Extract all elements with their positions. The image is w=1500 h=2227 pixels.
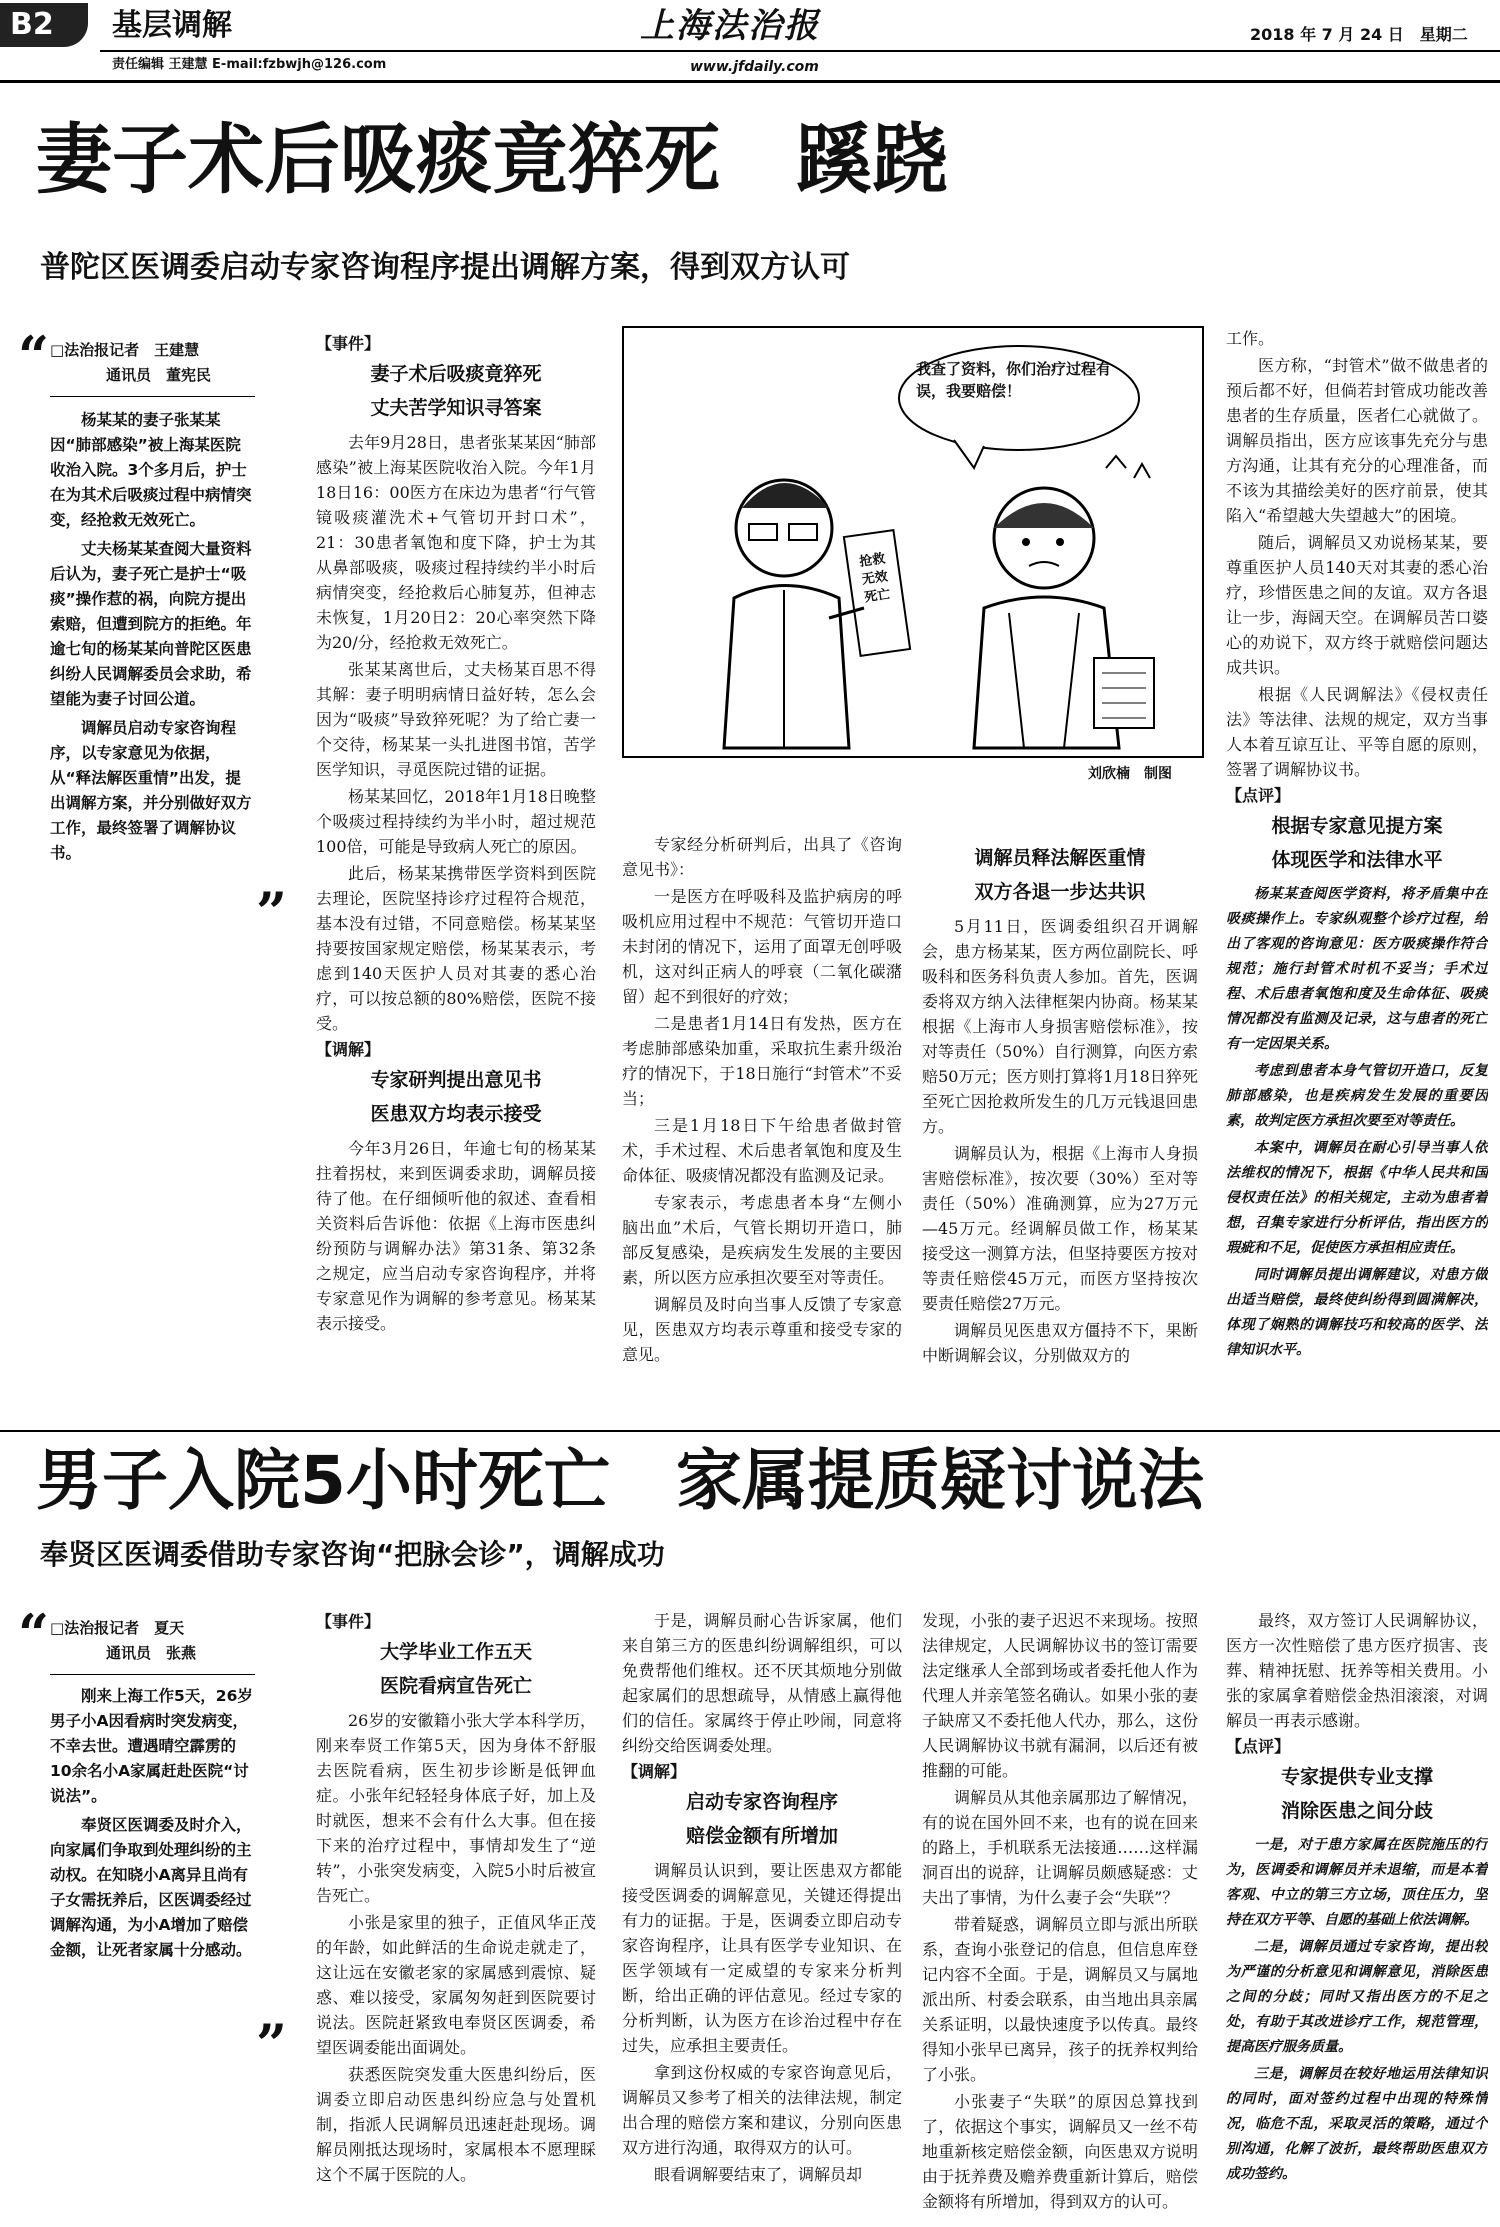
editor-info: 责任编辑 王建慧 E-mail:fzbwjh@126.com: [112, 57, 387, 72]
subhead-comment2-2: 消除医患之间分歧: [1280, 1800, 1433, 1822]
section-name: 基层调解: [112, 8, 232, 43]
close-quote-mark-2: ”: [256, 2012, 288, 2076]
tag-event-2: 【事件】: [316, 1612, 381, 1631]
masthead-rule-bottom: [0, 80, 1500, 83]
subhead-comment-1: 根据专家意见提方案: [1271, 815, 1443, 837]
subhead-mediate2-1: 启动专家咨询程序: [685, 1791, 838, 1813]
story2-column-2: 【事件】 大学毕业工作五天 医院看病宣告死亡 26岁的安徽籍小张大学本科学历，刚来奉贤工作第5天，因为身体不舒服去医院看病，医生初步诊断是低钾血症。小张年纪轻轻身体底子好，加上及时就医，想来不会有什么大事。但在接下来的治疗过程中，事情却发生了“逆转”，小张突发病变，入院5小时后被宣告死亡。 小张是家里的独子，正值风华正茂的年龄，如此鲜活的生命说走就走了，这让远在安徽老家的家属感到震惊、疑惑、难以接受，家属匆匆赶到医院要讨说法。医院赶紧致电奉贤区医调委，希望医调委能出面调处。 获悉医院突发重大医患纠纷后，医调委立即启动医患纠纷应急与处置机制，指派人民调解员迅速赶赴现场。调解员刚抵达现场时，家属根本不愿理睬这个不属于医院的人。: [316, 1612, 596, 2184]
subhead-mediate-1: 专家研判提出意见书: [370, 1069, 542, 1091]
issue-date: 2018 年 7 月 24 日 星期二: [1250, 25, 1468, 44]
story1-headline: 妻子术后吸痰竟猝死 蹊跷: [36, 115, 948, 204]
tag-comment-2: 【点评】: [1226, 1737, 1291, 1756]
story1-column-3: 专家经分析研判后，出具了《咨询意见书》： 一是医方在呼吸科及监护病房的呼吸机应用过程中不规范：气管切开造口未封闭的情况下，运用了面罩无创呼吸机，这对纠正病人的呼衰（二氧化碳潴留）起不到很好的疗效； 二是患者1月14日有发热，医方在考虑肺部感染加重，采取抗生素升级治疗的情况下，于18日施行“封管术”不妥当； 三是1月18日下午给患者做封管术，手术过程、术后患者氧饱和度及生命体征、吸痰情况都没有监测及记录。 专家表示，考虑患者本身“左侧小脑出血”术后，气管长期切开造口，肺部反复感染，是疾病发生发展的主要因素，所以医方应承担次要至对等责任。 调解员及时向当事人反馈了专家意见，医患双方均表示尊重和接受专家的意见。: [622, 835, 902, 1364]
page-number: B2: [10, 7, 54, 42]
open-quote-mark: “: [18, 324, 50, 388]
close-quote-mark: ”: [256, 880, 288, 944]
subhead-law-2: 双方各退一步达共识: [974, 881, 1146, 903]
story1-byline-correspondent: 通讯员 董宪民: [106, 366, 212, 384]
byline-rule-2: [50, 1674, 255, 1675]
cartoon-credit: 刘欣楠 制图: [1088, 766, 1172, 782]
story2-column-4: 发现，小张的妻子迟迟不来现场。按照法律规定，人民调解协议书的签订需要法定继承人全部到场或者委托他人作为代理人并亲笔签名确认。如果小张的妻子缺席又不委托他人代办，那么，这份人民调解协议书就有漏洞，以后还有被推翻的可能。 调解员从其他亲属那边了解情况，有的说在国外回不来，也有的说在回来的路上，手机联系无法接通……这样漏洞百出的说辞，让调解员颇感疑惑：丈夫出了事情，为什么妻子会“失联”？ 带着疑惑，调解员立即与派出所联系，查询小张登记的信息，但信息库登记内容不全面。于是，调解员又与属地派出所、村委会联系，由当地出具亲属关系证明，以最快速度予以传真。最终得知小张早已离异，孩子的抚养权判给了小张。 小张妻子“失联”的原因总算找到了，依据这个事实，调解员又一丝不苟地重新核定赔偿金额，向医患双方说明由于抚养费及赡养费重新计算后，赔偿金额将有所增加，得到双方的认可。: [922, 1611, 1198, 2211]
subhead-event-1: 妻子术后吸痰竟猝死: [370, 363, 542, 385]
story1-subtitle: 普陀区医调委启动专家咨询程序提出调解方案，得到双方认可: [40, 250, 850, 285]
story1-comment: 杨某某查阅医学资料，将矛盾集中在吸痰操作上。专家纵观整个诊疗过程，给出了客观的咨询意见：医方吸痰操作符合规范；施行封管术时机不妥当；手术过程、术后患者氧饱和度及生命体征、吸痰情况都没有监测及记录，这与患者的死亡有一定因果关系。 考虑到患者本身气管切开造口，反复肺部感染，也是疾病发生发展的重要因素，故判定医方承担次要至对等责任。 本案中，调解员在耐心引导当事人依法维权的情况下，根据《中华人民共和国侵权责任法》的相关规定，主动为患者着想，召集专家进行分析评估，指出医方的瑕疵和不足，促使医方承担相应责任。 同时调解员提出调解建议，对患方做出适当赔偿，最终使纠纷得到圆满解决，体现了娴熟的调解技巧和较高的医学、法律知识水平。: [1226, 886, 1488, 1358]
story1-lead: 杨某某的妻子张某某因“肺部感染”被上海某医院收治入院。3个多月后，护士在为其术后吸痰过程中病情突变，经抢救无效死亡。 丈夫杨某某查阅大量资料后认为，妻子死亡是护士“吸痰”操作惹的祸，向院方提出索赔，但遭到院方的拒绝。年逾七旬的杨某某向普陀区医患纠纷人民调解委员会求助，希望能为妻子讨回公道。 调解员启动专家咨询程序，以专家意见为依据，从“释法解医重情”出发，提出调解方案，并分别做好双方工作，最终签署了调解协议书。: [50, 411, 252, 862]
story2-subtitle: 奉贤区医调委借助专家咨询“把脉会诊”，调解成功: [40, 1538, 665, 1571]
story2-headline: 男子入院5小时死亡 家属提质疑讨说法: [36, 1442, 1204, 1519]
subhead-event-2: 丈夫苦学知识寻答案: [370, 397, 542, 419]
cartoon-speech-bubble: 我查了资料，你们治疗过程有误，我要赔偿！: [916, 360, 1112, 400]
story2-column-5: 最终，双方签订人民调解协议，医方一次性赔偿了患方医疗损害、丧葬、精神抚慰、抚养等相关费用。小张的家属拿着赔偿金热泪滚滚，对调解员一再表示感谢。 【点评】 专家提供专业支撑 消除医患之间分歧 一是，对于患方家属在医院施压的行为，医调委和调解员并未退缩，而是本着客观、中立的第三方立场，顶住压力，坚持在双方平等、自愿的基础上依法调解。 二是，调解员通过专家咨询，提出较为严谨的分析意见和调解意见，消除医患之间的分歧；同时又指出医方的不足之处，有助于其改进诊疗工作，规范管理，提高医疗服务质量。 三是，调解员在较好地运用法律知识的同时，面对签约过程中出现的特殊情况，临危不乱，采取灵活的策略，通过个别沟通，化解了波折，最终帮助医患双方成功签约。: [1226, 1608, 1488, 2220]
subhead-mediate2-2: 赔偿金额有所增加: [685, 1825, 838, 1847]
open-quote-mark-2: “: [18, 1602, 50, 1666]
cartoon-illustration: [622, 326, 1204, 758]
newspaper-logo: 上海法治报: [640, 6, 820, 46]
website-url: www.jfdaily.com: [690, 59, 819, 75]
masthead-rule: [100, 50, 1500, 52]
subhead-event2-1: 大学毕业工作五天: [379, 1641, 532, 1663]
story2-byline-reporter: □法治报记者 夏天: [50, 1619, 185, 1637]
tag-event: 【事件】: [316, 334, 381, 353]
tag-mediate: 【调解】: [316, 1040, 381, 1059]
subhead-event2-2: 医院看病宣告死亡: [379, 1675, 532, 1697]
byline-rule: [50, 396, 255, 397]
story2-lead: 刚来上海工作5天，26岁男子小A因看病时突发病变，不幸去世。遭遇晴空霹雳的10余名小A家属赶赴医院“讨说法”。 奉贤区医调委及时介入，向家属们争取到处理纠纷的主动权。在知晓小A离异且尚有子女需抚养后，区医调委经过调解沟通，为小A增加了赔偿金额，让死者家属十分感动。: [50, 1687, 253, 1959]
story1-column-5: 工作。 医方称，“封管术”做不做患者的预后都不好，但倘若封管成功能改善患者的生存质量，医者仁心就做了。调解员指出，医方应该事先充分与患方沟通，让其有充分的心理准备，而不该为其描绘美好的医疗前景，使其陷入“希望越大失望越大”的困境。 随后，调解员又劝说杨某某，要尊重医护人员140天对其妻的悉心治疗，珍惜医患之间的友谊。双方各退让一步，海阔天空。在调解员苦口婆心的劝说下，双方终于就赔偿问题达成共识。 根据《人民调解法》《侵权责任法》等法律、法规的规定，双方当事人本着互谅互让、平等自愿的原则，签署了调解协议书。 【点评】 根据专家意见提方案 体现医学和法律水平 杨某某查阅医学资料，将矛盾集中在吸痰操作上。专家纵观整个诊疗过程，给出了客观的咨询意见：医方吸痰操作符合规范；施行封管术时机不妥当；手术过程、术后患者氧饱和度及生命体征、吸痰情况都没有监测及记录，这与患者的死亡有一定因果关系。 考虑到患者本身气管切开造口，反复肺部感染，也是疾病发生发展的重要因素，故判定医方承担次要至对等责任。 本案中，调解员在耐心引导当事人依法维权的情况下，根据《中华人民共和国侵权责任法》的相关规定，主动为患者着想，召集专家进行分析评估，指出医方的瑕疵和不足，促使医方承担相应责任。 同时调解员提出调解建议，对患方做出适当赔偿，最终使纠纷得到圆满解决，体现了娴熟的调解技巧和较高的医学、法律知识水平。: [1226, 326, 1488, 1422]
story1-column-4: 调解员释法解医重情 双方各退一步达共识 5月11日，医调委组织召开调解会，患方杨某某，医方两位副院长、呼吸科和医务科负责人参加。首先，医调委将双方纳入法律框架内协商。杨某某根据《上海市人身损害赔偿标准》，按对等责任（50%）自行测算，向医方索赔50万元；医方则打算将1月18日猝死至死亡因抢救所发生的几万元钱退回患方。 调解员认为，根据《上海市人身损害赔偿标准》，按次要（30%）至对等责任（50%）准确测算，应为27万元—45万元。经调解员做工作，杨某某接受这一测算方法，但坚持要医方按对等责任赔偿45万元，而医方坚持按次要责任赔偿27万元。 调解员见医患双方僵持不下，果断中断调解会议，分别做双方的: [922, 840, 1198, 1422]
subhead-law-1: 调解员释法解医重情: [974, 847, 1146, 869]
tag-comment: 【点评】: [1226, 786, 1291, 805]
story2-column-3: 于是，调解员耐心告诉家属，他们来自第三方的医患纠纷调解组织，可以免费帮他们维权。还不厌其烦地分别做起家属们的思想疏导，从情感上赢得他们的信任。家属终于停止吵闹，同意将纠纷交给医调委处理。 【调解】 启动专家咨询程序 赔偿金额有所增加 调解员认识到，要让医患双方都能接受医调委的调解意见，关键还得提出有力的证据。于是，医调委立即启动专家咨询程序，让具有医学专业知识、在医学领域有一定威望的专家来分析判断，给出正确的评估意见。经过专家的分析判断，认为医方在诊治过程中存在过失，应承担主要责任。 拿到这份权威的专家咨询意见后，调解员又参考了相关的法律法规，制定出合理的赔偿方案和建议，分别向医患双方进行沟通，取得双方的认可。 眼看调解要结束了，调解员却: [622, 1611, 902, 2184]
subhead-comment-2: 体现医学和法律水平: [1271, 849, 1443, 871]
tag-mediate-2: 【调解】: [622, 1762, 687, 1781]
subhead-comment2-1: 专家提供专业支撑: [1280, 1766, 1433, 1788]
story2-byline-correspondent: 通讯员 张燕: [106, 1644, 197, 1662]
story2-comment: 一是，对于患方家属在医院施压的行为，医调委和调解员并未退缩，而是本着客观、中立的第三方立场，顶住压力，坚持在双方平等、自愿的基础上依法调解。 二是，调解员通过专家咨询，提出较为严谨的分析意见和调解意见，消除医患之间的分歧；同时又指出医方的不足之处，有助于其改进诊疗工作，规范管理，提高医疗服务质量。 三是，调解员在较好地运用法律知识的同时，面对签约过程中出现的特殊情况，临危不乱，采取灵活的策略，通过个别沟通，化解了波折，最终帮助医患双方成功签约。: [1226, 1837, 1488, 2182]
cartoon-document-label: 抢救无效死亡: [858, 551, 892, 606]
subhead-mediate-2: 医患双方均表示接受: [370, 1103, 542, 1125]
story1-column-2: 【事件】 妻子术后吸痰竟猝死 丈夫苦学知识寻答案 去年9月28日，患者张某某因“肺部感染”被上海某医院收治入院。今年1月18日16：00医方在床边为患者“行气管镜吸痰灌洗术+气管切开封口术”，21：30患者氧饱和度下降，护士为其从鼻部吸痰，吸痰过程持续约半小时后病情突变，经抢救后心肺复苏，但神志未恢复，1月20日2：20心率突然下降为20/分，经抢救无效死亡。 张某某离世后，丈夫杨某百思不得其解：妻子明明病情日益好转，怎么会因为“吸痰”导致猝死呢？为了给亡妻一个交待，杨某某一头扎进图书馆，苦学医学知识，寻觅医院过错的证据。 杨某某回忆，2018年1月18日晚整个吸痰过程持续约为半小时，超过规范100倍，可能是导致病人死亡的原因。 此后，杨某某携带医学资料到医院去理论，医院坚持诊疗过程符合规范，基本没有过错，不同意赔偿。杨某某坚持要按国家规定赔偿，杨某某表示，考虑到140天医护人员对其妻的悉心治疗，可以按总额的80%赔偿，医院不接受。 【调解】 专家研判提出意见书 医患双方均表示接受 今年3月26日，年逾七旬的杨某某拄着拐杖，来到医调委求助，调解员接待了他。在仔细倾听他的叙述、查看相关资料后告诉他：依据《上海市医患纠纷预防与调解办法》第31条、第32条之规定，应当启动专家咨询程序，并将专家意见作为调解的参考意见。杨某某表示接受。: [316, 334, 596, 1333]
story-separator: [0, 1430, 1500, 1432]
story1-byline-reporter: □法治报记者 王建慧: [50, 341, 200, 359]
